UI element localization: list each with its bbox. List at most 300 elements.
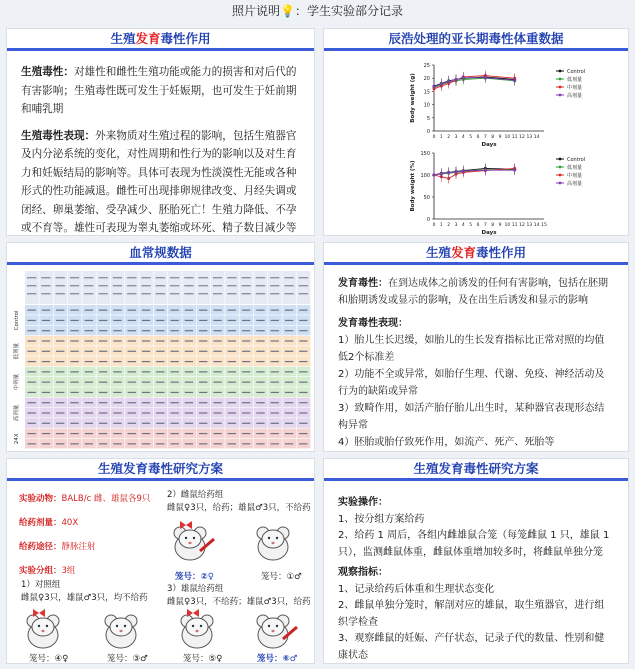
header-text-line — [227, 277, 236, 278]
header-text-line — [184, 293, 193, 294]
row-group-label: 24X — [14, 433, 20, 445]
cell-text-line — [42, 361, 50, 362]
cell-text-line — [271, 423, 279, 424]
legend-label: 低剂量 — [567, 77, 583, 83]
cell-text-line — [28, 412, 36, 413]
cell-text-line — [28, 423, 36, 424]
observation-heading: 观察指标： — [338, 567, 388, 578]
x-tick-label: 10 — [504, 135, 511, 140]
x-axis-label: Days — [481, 230, 497, 236]
cell-text-line — [99, 433, 107, 434]
cell-text-line — [156, 320, 164, 321]
cell-text-line — [85, 392, 93, 393]
cell-text-line — [185, 330, 193, 331]
cell-text-line — [299, 361, 307, 362]
cell-text-line — [171, 330, 179, 331]
cell-text-line — [242, 340, 250, 341]
header-text-line — [156, 277, 165, 278]
cage-label-4: 笼号：④♀ — [29, 654, 69, 664]
table-header-cell — [82, 271, 96, 304]
cell-text-line — [271, 412, 279, 413]
cell-text-line — [185, 320, 193, 321]
x-tick-label: 8 — [491, 223, 495, 228]
mouse-cage-4-female — [27, 609, 59, 648]
cell-text-line — [28, 392, 36, 393]
cell-text-line — [228, 340, 236, 341]
header-text-line — [156, 293, 165, 294]
header-text-line — [113, 285, 122, 286]
x-tick-label: 15 — [541, 223, 547, 228]
cell-text-line — [85, 443, 93, 444]
x-tick-label: 4 — [461, 223, 465, 228]
cell-text-line — [128, 443, 136, 444]
cell-text-line — [128, 320, 136, 321]
table-header-cell — [197, 271, 211, 304]
cell-text-line — [271, 330, 279, 331]
cell-text-line — [199, 392, 207, 393]
cell-text-line — [28, 310, 36, 311]
slide-title: 生殖发育毒性研究方案 — [7, 459, 314, 481]
cell-text-line — [228, 392, 236, 393]
cell-text-line — [156, 423, 164, 424]
x-tick-label: 5 — [469, 135, 473, 140]
legend-label: 高剂量 — [567, 93, 583, 99]
y-tick-label: 50 — [423, 195, 430, 201]
data-point — [440, 83, 443, 86]
x-tick-label: 12 — [519, 135, 525, 140]
legend-label: Control — [567, 69, 586, 75]
cell-text-line — [99, 392, 107, 393]
cell-text-line — [28, 433, 36, 434]
cell-text-line — [256, 361, 264, 362]
cell-text-line — [299, 382, 307, 383]
cell-text-line — [213, 371, 221, 372]
cell-text-line — [185, 361, 193, 362]
body-weight-charts — [324, 51, 629, 236]
cell-text-line — [228, 382, 236, 383]
table-header-cell — [111, 271, 125, 304]
cell-text-line — [142, 361, 150, 362]
lightbulb-icon: 💡 — [280, 4, 295, 18]
cell-text-line — [113, 443, 121, 444]
cell-text-line — [199, 433, 207, 434]
list-item: 3、观察雌鼠的妊娠、产仔状态，记录子代的数量、性别和健康状态 — [338, 633, 605, 661]
cell-text-line — [85, 330, 93, 331]
y-tick-label: 0 — [426, 217, 430, 223]
cell-text-line — [213, 443, 221, 444]
cell-text-line — [70, 361, 78, 362]
cell-text-line — [142, 423, 150, 424]
y-tick-label: 5 — [426, 115, 430, 122]
cell-text-line — [199, 382, 207, 383]
header-text-line — [70, 277, 79, 278]
header-text-line — [199, 285, 208, 286]
cell-text-line — [113, 330, 121, 331]
cell-text-line — [285, 340, 293, 341]
cell-text-line — [42, 382, 50, 383]
cell-text-line — [142, 382, 150, 383]
x-tick-label: 14 — [533, 135, 540, 140]
header-text-line — [41, 293, 50, 294]
cell-text-line — [299, 443, 307, 444]
cell-text-line — [156, 382, 164, 383]
cell-text-line — [128, 423, 136, 424]
cell-text-line — [113, 320, 121, 321]
operation-heading: 实验操作： — [338, 497, 388, 508]
cell-text-line — [42, 351, 50, 352]
cell-text-line — [85, 351, 93, 352]
x-tick-label: 14 — [533, 223, 540, 228]
header-text-line — [113, 293, 122, 294]
x-tick-label: 3 — [454, 135, 458, 140]
cell-text-line — [242, 351, 250, 352]
cell-text-line — [128, 402, 136, 403]
cell-text-line — [70, 310, 78, 311]
cell-text-line — [171, 402, 179, 403]
cell-text-line — [285, 423, 293, 424]
cell-text-line — [171, 371, 179, 372]
cell-text-line — [285, 330, 293, 331]
table-header-cell — [282, 271, 296, 304]
slide-title: 生殖发育毒性作用 — [324, 243, 628, 265]
caption-suffix: ：学生实验部分记录 — [294, 4, 403, 18]
x-tick-label: 13 — [526, 135, 533, 140]
cell-text-line — [56, 320, 64, 321]
cell-text-line — [213, 423, 221, 424]
cell-text-line — [56, 340, 64, 341]
header-text-line — [41, 277, 50, 278]
study-params: 实验动物：BALB/c 雌、雄鼠各9只 给药剂量：40X 给药途径：静脉注射 实验分组：3组 — [19, 494, 151, 576]
cell-text-line — [299, 392, 307, 393]
header-text-line — [242, 293, 251, 294]
list-item: 1）胎儿生长迟缓，如胎儿的生长发育指标比正常对照的均值低2个标准差 — [338, 335, 605, 363]
cell-text-line — [128, 412, 136, 413]
legend-label: 中剂量 — [567, 173, 583, 179]
cell-text-line — [299, 351, 307, 352]
slide-body-weight — [323, 28, 629, 236]
cell-text-line — [256, 371, 264, 372]
table-header-cell — [125, 271, 139, 304]
cell-text-line — [242, 423, 250, 424]
cell-text-line — [185, 412, 193, 413]
legend-marker — [559, 94, 562, 97]
cell-text-line — [142, 371, 150, 372]
legend-label: 低剂量 — [567, 165, 583, 171]
cell-text-line — [113, 340, 121, 341]
header-text-line — [227, 293, 236, 294]
header-text-line — [41, 285, 50, 286]
cell-text-line — [156, 310, 164, 311]
cell-text-line — [185, 371, 193, 372]
table-header-cell — [54, 271, 68, 304]
cell-text-line — [85, 371, 93, 372]
cell-text-line — [142, 443, 150, 444]
header-text-line — [141, 293, 150, 294]
cell-text-line — [56, 330, 64, 331]
data-point — [455, 78, 458, 81]
cell-text-line — [156, 361, 164, 362]
table-header-cell — [39, 271, 53, 304]
cell-text-line — [28, 351, 36, 352]
cell-text-line — [113, 392, 121, 393]
cell-text-line — [271, 351, 279, 352]
cell-text-line — [70, 433, 78, 434]
cell-text-line — [228, 351, 236, 352]
cell-text-line — [99, 330, 107, 331]
legend-label: 高剂量 — [567, 181, 583, 187]
cell-text-line — [285, 310, 293, 311]
group-2-desc: 2）雌鼠给药组 雌鼠♀3只，给药；雄鼠♂3只，不给药 — [167, 490, 311, 513]
cell-text-line — [56, 443, 64, 444]
mouse-cage-1-male — [257, 527, 289, 560]
group-1-desc: 1）对照组 雌鼠♀3只，雄鼠♂3只，均不给药 — [21, 580, 148, 603]
cell-text-line — [185, 423, 193, 424]
cell-text-line — [56, 392, 64, 393]
header-text-line — [242, 277, 251, 278]
cell-text-line — [171, 392, 179, 393]
cell-text-line — [128, 361, 136, 362]
cell-text-line — [285, 320, 293, 321]
x-tick-label: 0 — [432, 223, 436, 228]
cell-text-line — [99, 310, 107, 311]
cell-text-line — [285, 392, 293, 393]
cell-text-line — [70, 382, 78, 383]
table-header-cell — [297, 271, 311, 304]
cell-text-line — [42, 423, 50, 424]
x-tick-label: 9 — [498, 223, 502, 228]
cell-text-line — [70, 340, 78, 341]
cell-text-line — [242, 392, 250, 393]
cell-text-line — [99, 340, 107, 341]
cell-text-line — [256, 351, 264, 352]
header-text-line — [70, 285, 79, 286]
list-item: 2）功能不全或异常，如胎仔生理、代谢、免疫、神经活动及行为的缺陷或异常 — [338, 369, 605, 397]
y-tick-label: 0 — [426, 129, 430, 135]
header-text-line — [270, 293, 279, 294]
header-text-line — [27, 277, 36, 278]
cell-text-line — [85, 310, 93, 311]
x-tick-label: 11 — [511, 223, 518, 228]
cell-text-line — [213, 340, 221, 341]
cell-text-line — [85, 340, 93, 341]
header-text-line — [113, 277, 122, 278]
cell-text-line — [99, 351, 107, 352]
cell-text-line — [142, 402, 150, 403]
slide-study-plan-groups — [6, 458, 315, 664]
cell-text-line — [85, 361, 93, 362]
cell-text-line — [171, 320, 179, 321]
header-text-line — [284, 285, 293, 286]
slide-dev-toxicity — [323, 242, 629, 452]
header-text-line — [270, 285, 279, 286]
cell-text-line — [70, 423, 78, 424]
cell-text-line — [156, 392, 164, 393]
list-item: 1、记录给药后体重和生理状态变化 — [338, 583, 495, 595]
cell-text-line — [213, 412, 221, 413]
header-text-line — [184, 277, 193, 278]
cell-text-line — [171, 433, 179, 434]
cell-text-line — [28, 382, 36, 383]
cell-text-line — [128, 340, 136, 341]
cell-text-line — [185, 382, 193, 383]
cell-text-line — [156, 371, 164, 372]
caption-prefix: 照片说明 — [232, 4, 281, 18]
cell-text-line — [271, 361, 279, 362]
cell-text-line — [142, 340, 150, 341]
cell-text-line — [299, 310, 307, 311]
cell-text-line — [285, 443, 293, 444]
cell-text-line — [171, 340, 179, 341]
cell-text-line — [42, 402, 50, 403]
cell-text-line — [228, 361, 236, 362]
cell-text-line — [42, 310, 50, 311]
header-text-line — [199, 293, 208, 294]
table-header-cell — [182, 271, 196, 304]
slide-title: 生殖发育毒性研究方案 — [324, 459, 628, 481]
cell-text-line — [299, 402, 307, 403]
cell-text-line — [199, 330, 207, 331]
cell-text-line — [271, 371, 279, 372]
legend-marker — [559, 182, 562, 185]
header-text-line — [84, 285, 93, 286]
cell-text-line — [213, 310, 221, 311]
cell-text-line — [56, 371, 64, 372]
cell-text-line — [70, 443, 78, 444]
cell-text-line — [256, 392, 264, 393]
list-item: 3）致畸作用，如活产胎仔胎儿出生时，某种器官表现形态结构异常 — [338, 403, 605, 431]
cage-label-2: 笼号：②♀ — [175, 572, 214, 582]
cell-text-line — [113, 310, 121, 311]
cell-text-line — [56, 412, 64, 413]
cell-text-line — [113, 371, 121, 372]
cell-text-line — [42, 433, 50, 434]
cell-text-line — [256, 382, 264, 383]
legend-marker — [559, 70, 562, 73]
cell-text-line — [285, 351, 293, 352]
cell-text-line — [228, 310, 236, 311]
x-tick-label: 0 — [432, 135, 436, 140]
data-point — [455, 170, 458, 173]
data-point — [462, 76, 465, 79]
legend-marker — [559, 158, 562, 161]
y-tick-label: 100 — [420, 173, 430, 179]
cell-text-line — [142, 330, 150, 331]
cell-text-line — [171, 382, 179, 383]
x-tick-label: 13 — [526, 223, 533, 228]
cell-text-line — [213, 361, 221, 362]
cell-text-line — [228, 402, 236, 403]
cell-text-line — [70, 392, 78, 393]
table-header-cell — [97, 271, 111, 304]
cell-text-line — [171, 351, 179, 352]
cell-text-line — [199, 402, 207, 403]
cell-text-line — [256, 443, 264, 444]
x-tick-label: 10 — [504, 223, 511, 228]
table-header-cell — [254, 271, 268, 304]
mouse-cage-5-female — [181, 609, 213, 648]
group-3-desc: 3）雄鼠给药组 雌鼠♀3只，不给药；雄鼠♂3只，给药 — [167, 584, 311, 607]
row-group-label: 高剂量 — [14, 404, 20, 422]
header-text-line — [84, 277, 93, 278]
x-tick-label: 8 — [491, 135, 495, 140]
cell-text-line — [228, 423, 236, 424]
header-text-line — [56, 285, 65, 286]
list-item: 4）胚胎或胎仔致死作用，如流产、死产、死胎等 — [338, 437, 555, 448]
legend-marker — [559, 166, 562, 169]
cell-text-line — [271, 433, 279, 434]
mouse-cage-3-male — [105, 615, 137, 648]
header-text-line — [299, 285, 308, 286]
data-point — [433, 85, 436, 88]
x-tick-label: 6 — [476, 135, 480, 140]
cell-text-line — [28, 330, 36, 331]
cell-text-line — [185, 443, 193, 444]
cell-text-line — [171, 443, 179, 444]
list-item: 2、给药 1 周后，各组内雌雄鼠合笼（每笼雌鼠 1 只，雄鼠 1 只），监测雌鼠体重，雌鼠体重增加较多时，将雌鼠单独分笼 — [338, 530, 610, 558]
cell-text-line — [199, 443, 207, 444]
y-axis-label: Body weight (%) — [410, 160, 416, 212]
cell-text-line — [85, 382, 93, 383]
header-text-line — [227, 285, 236, 286]
row-group-label: 中剂量 — [14, 373, 20, 391]
cell-text-line — [28, 402, 36, 403]
cell-text-line — [285, 412, 293, 413]
x-tick-label: 7 — [483, 135, 487, 140]
cell-text-line — [271, 402, 279, 403]
slide-blood-routine — [6, 242, 315, 452]
cell-text-line — [256, 330, 264, 331]
cell-text-line — [213, 392, 221, 393]
y-tick-label: 150 — [420, 151, 430, 157]
data-point — [447, 171, 450, 174]
cell-text-line — [128, 371, 136, 372]
table-header-cell — [168, 271, 182, 304]
slide-title: 血常规数据 — [7, 243, 314, 265]
cell-text-line — [199, 412, 207, 413]
cell-text-line — [99, 361, 107, 362]
cell-text-line — [56, 402, 64, 403]
cell-text-line — [156, 443, 164, 444]
cell-text-line — [242, 443, 250, 444]
cell-text-line — [256, 320, 264, 321]
header-text-line — [256, 277, 265, 278]
x-tick-label: 4 — [461, 135, 465, 140]
header-text-line — [270, 277, 279, 278]
legend-label: Control — [567, 157, 586, 163]
x-tick-label: 5 — [469, 223, 473, 228]
cage-label-3: 笼号：③♂ — [107, 654, 148, 664]
table-header-cell — [154, 271, 168, 304]
x-tick-label: 11 — [511, 135, 518, 140]
cell-text-line — [128, 330, 136, 331]
cell-text-line — [271, 382, 279, 383]
cell-text-line — [85, 423, 93, 424]
cell-text-line — [171, 423, 179, 424]
cell-text-line — [113, 423, 121, 424]
cell-text-line — [256, 433, 264, 434]
mouse-cage-2-female — [174, 521, 214, 560]
cell-text-line — [156, 351, 164, 352]
cell-text-line — [128, 310, 136, 311]
cell-text-line — [42, 320, 50, 321]
header-text-line — [70, 293, 79, 294]
header-text-line — [284, 277, 293, 278]
cell-text-line — [213, 402, 221, 403]
header-text-line — [127, 277, 136, 278]
cell-text-line — [242, 371, 250, 372]
cell-text-line — [28, 340, 36, 341]
header-text-line — [184, 285, 193, 286]
